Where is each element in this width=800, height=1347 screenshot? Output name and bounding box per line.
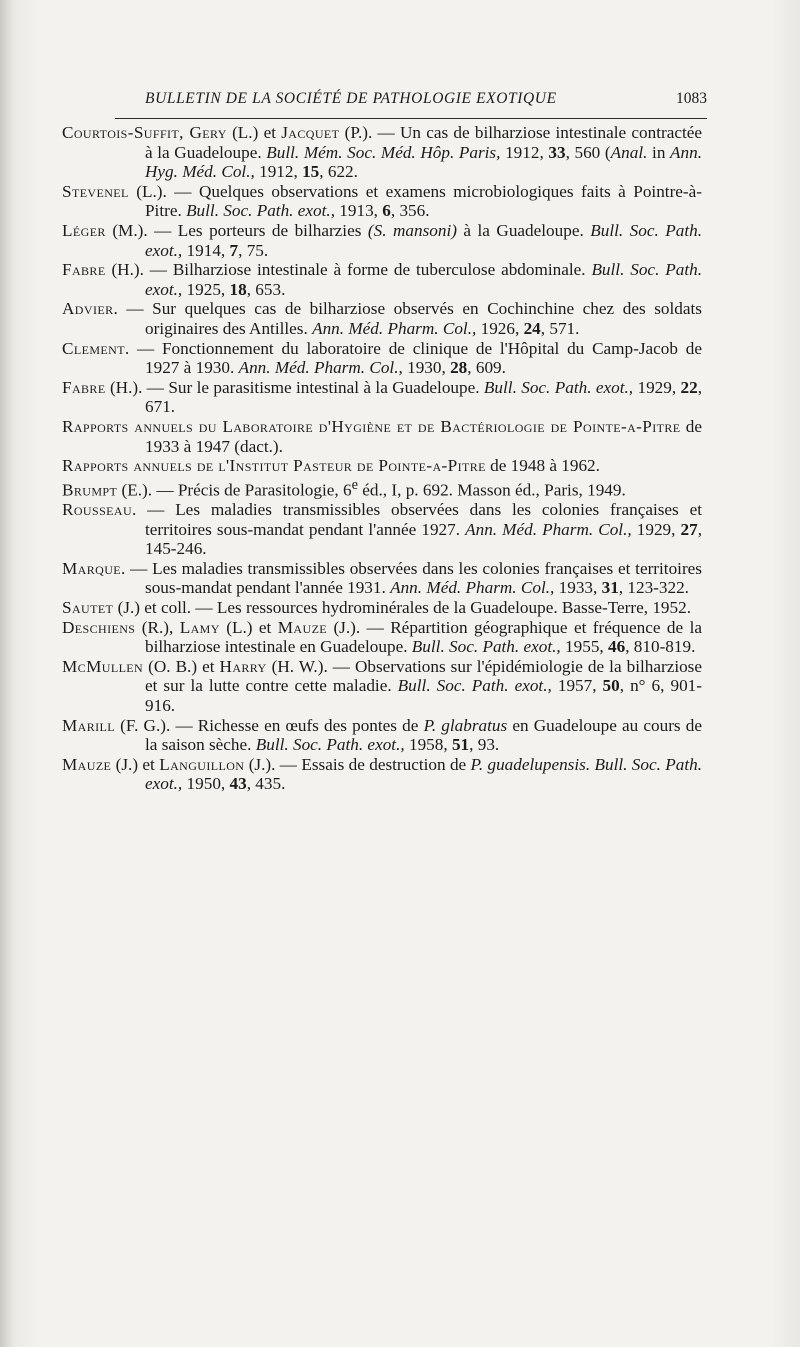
reference-entry	[62, 598, 702, 618]
reference-entry	[62, 716, 702, 755]
reference-author: Advier	[62, 299, 114, 319]
reference-text: , 560 (	[565, 142, 611, 162]
reference-text: (L.) et	[219, 617, 278, 637]
reference-journal: Ann. Méd. Pharm. Col.,	[465, 519, 632, 539]
reference-author: Marque	[62, 558, 122, 578]
reference-journal: Bull. Soc. Path. exot.,	[145, 220, 703, 260]
reference-text: 1929,	[631, 519, 681, 539]
reference-text: . — Fonctionnement du laboratoire de clinique de l'Hôpital du Camp-Jacob de 1927 à 1930.	[124, 338, 702, 378]
reference-text: (J.) et	[111, 754, 160, 774]
reference-journal: Bull. Soc. Path. exot.,	[483, 377, 634, 397]
reference-text: , 75.	[238, 240, 269, 260]
reference-journal: Ann. Méd. Pharm. Col.,	[312, 318, 477, 338]
reference-author: Sautet	[62, 597, 114, 617]
reference-text: (L.). — Quelques observations et examens microbiologiques faits à Pointre-à-Pitre.	[128, 181, 702, 221]
reference-text: (H.). — Sur le parasitisme intestinal à la Guadeloupe.	[105, 377, 484, 397]
reference-text: , 356.	[390, 201, 430, 221]
reference-text: 1912,	[254, 162, 303, 182]
reference-volume: 50	[602, 676, 620, 696]
reference-text: , 123-322.	[618, 578, 689, 598]
reference-text: 1913,	[335, 201, 383, 221]
page-number: 1083	[676, 90, 707, 107]
reference-journal: Bull. Soc. Path. exot.,	[145, 260, 702, 299]
reference-entry	[62, 500, 702, 559]
reference-volume: 27	[680, 519, 698, 539]
reference-author: Fabre	[62, 260, 106, 280]
running-title: BULLETIN DE LA SOCIÉTÉ DE PATHOLOGIE EXOTIQUE	[145, 90, 557, 107]
reference-volume: 33	[548, 142, 566, 162]
reference-coauthor: Jacquet	[281, 123, 340, 142]
reference-entry	[62, 456, 702, 476]
reference-text: . — Les maladies transmissibles observées dans les colonies françaises et territoires sous-mandat pendant l'année 1931.	[121, 558, 702, 598]
page-header	[115, 90, 715, 116]
reference-volume: 46	[608, 637, 626, 657]
reference-text: 1926,	[476, 318, 524, 338]
reference-entry	[62, 559, 702, 598]
reference-author: Marill	[62, 715, 116, 735]
reference-text: 1958,	[404, 735, 452, 755]
reference-entry	[62, 221, 702, 260]
reference-journal: P. guadelupensis. Bull. Soc. Path. exot.,	[145, 754, 702, 794]
reference-text: 1930,	[402, 358, 451, 378]
reference-volume: 6	[382, 201, 391, 221]
reference-text: (J.) et coll. — Les ressources hydrominérales de la Guadeloupe. Basse-Terre, 1952.	[113, 597, 692, 617]
header-rule	[115, 118, 707, 119]
reference-text: 1955,	[560, 637, 608, 657]
reference-text: 1929,	[633, 377, 681, 397]
reference-journal: Ann. Hyg. Méd. Col.,	[145, 142, 703, 182]
reference-text: (P.). — Un cas de bilharziose intestinale contractée à la Guadeloupe.	[145, 123, 702, 162]
reference-volume: 22	[680, 377, 698, 397]
reference-text: , 671.	[145, 377, 703, 417]
reference-volume: 51	[451, 735, 470, 755]
reference-entry	[62, 299, 702, 338]
reference-author: Courtois-Suffit, Gery	[62, 123, 227, 142]
reference-volume: 24	[523, 318, 541, 338]
bibliography-list	[62, 123, 702, 794]
reference-text: , 93.	[469, 735, 500, 755]
reference-author: Stevenel	[62, 181, 129, 201]
reference-entry	[62, 417, 702, 456]
reference-journal: P. glabratus	[423, 715, 508, 735]
reference-text: éd., I, p. 692. Masson éd., Paris, 1949.	[357, 480, 626, 500]
reference-author: Deschiens	[62, 617, 136, 637]
reference-text: (R.),	[135, 617, 180, 637]
reference-journal: Bull. Mém. Soc. Méd. Hôp. Paris,	[266, 142, 501, 162]
reference-text: (L.) et	[226, 123, 282, 142]
reference-text: de 1948 à 1962.	[485, 456, 600, 476]
reference-author: Rapports annuels du Laboratoire d'Hygiène et de Bactériologie de Pointe-a-Pitre	[62, 416, 681, 436]
reference-text: de 1933 à 1947 (dact.).	[145, 416, 702, 456]
reference-entry	[62, 657, 702, 716]
reference-text: , 622.	[319, 162, 358, 182]
reference-entry	[62, 339, 702, 378]
reference-text: e	[351, 476, 358, 493]
reference-entry	[62, 618, 702, 657]
reference-author: Rousseau	[62, 500, 133, 520]
reference-text: , n° 6, 901-916.	[145, 676, 702, 715]
reference-author: Fabre	[62, 377, 106, 397]
reference-text: 1933,	[554, 578, 602, 598]
reference-text: (M.). — Les porteurs de bilharzies	[105, 220, 368, 240]
reference-text: in	[647, 142, 671, 162]
reference-text: à la Guadeloupe.	[456, 220, 591, 240]
reference-entry	[62, 755, 702, 794]
reference-journal: Bull. Soc. Path. exot.,	[186, 201, 335, 221]
reference-journal: Ann. Méd. Pharm. Col.,	[390, 578, 555, 598]
reference-volume: 7	[229, 240, 239, 260]
reference-volume: 28	[450, 358, 468, 378]
reference-journal: Ann. Méd. Pharm. Col.,	[238, 358, 403, 378]
reference-journal: Anal.	[610, 142, 648, 162]
reference-coauthor: Mauze	[277, 617, 328, 637]
page-binding-shadow	[0, 0, 14, 1347]
reference-volume: 43	[229, 774, 247, 794]
reference-entry	[62, 476, 702, 500]
reference-text: , 810-819.	[625, 637, 696, 657]
reference-entry	[62, 123, 702, 182]
reference-text: , 145-246.	[145, 519, 702, 559]
reference-text: (J.). — Répartition géographique et fréquence de la bilharziose intestinale en Guadeloupe.	[145, 617, 702, 657]
reference-text: (O. B.) et	[143, 656, 220, 676]
reference-journal: Bull. Soc. Path. exot.,	[411, 637, 561, 657]
reference-text: (J.). — Essais de destruction de	[244, 754, 471, 774]
reference-journal: (S. mansoni)	[367, 220, 457, 240]
reference-text: 1950,	[182, 774, 230, 794]
reference-coauthor: Lamy	[179, 617, 220, 637]
reference-entry	[62, 182, 702, 221]
reference-text: 1914,	[182, 240, 230, 260]
reference-author: Clement	[62, 338, 125, 358]
reference-text: (H. W.). — Observations sur l'épidémiologie de la bilharziose et sur la lutte contre cette maladie.	[145, 656, 703, 696]
reference-text: , 435.	[246, 774, 286, 794]
reference-entry	[62, 260, 702, 299]
reference-text: 1957,	[551, 676, 603, 696]
reference-text: , 609.	[467, 358, 506, 378]
reference-text: . — Sur quelques cas de bilharziose observés en Cochinchine chez des soldats originaires des Antilles.	[113, 299, 702, 338]
reference-author: Brumpt	[62, 480, 118, 500]
reference-entry	[62, 378, 702, 417]
reference-coauthor: Harry	[219, 656, 267, 676]
reference-journal: Bull. Soc. Path. exot.,	[397, 676, 552, 696]
reference-volume: 15	[302, 162, 320, 182]
reference-volume: 31	[601, 578, 619, 598]
reference-text: . — Les maladies transmissibles observées dans les colonies françaises et territoires sous-mandat pendant l'année 1927.	[132, 500, 702, 539]
reference-author: Léger	[62, 220, 106, 240]
reference-text: en Guadeloupe au cours de la saison sèche.	[145, 715, 702, 755]
reference-volume: 18	[229, 279, 247, 299]
reference-coauthor: Languillon	[159, 754, 245, 774]
reference-author: Mauze	[62, 754, 112, 774]
reference-text: 1912,	[500, 142, 549, 162]
reference-text: (F. G.). — Richesse en œufs des pontes de	[115, 715, 424, 735]
reference-text: (E.). — Précis de Parasitologie, 6	[117, 480, 352, 500]
reference-text: 1925,	[182, 279, 230, 299]
reference-text: (H.). — Bilharziose intestinale à forme de tuberculose abdominale.	[105, 260, 592, 280]
reference-author: McMullen	[62, 656, 144, 676]
reference-journal: Bull. Soc. Path. exot.,	[255, 735, 405, 755]
reference-text: , 571.	[540, 318, 580, 338]
reference-text: , 653.	[246, 279, 286, 299]
reference-author: Rapports annuels de l'Institut Pasteur de Pointe-a-Pitre	[62, 456, 486, 476]
